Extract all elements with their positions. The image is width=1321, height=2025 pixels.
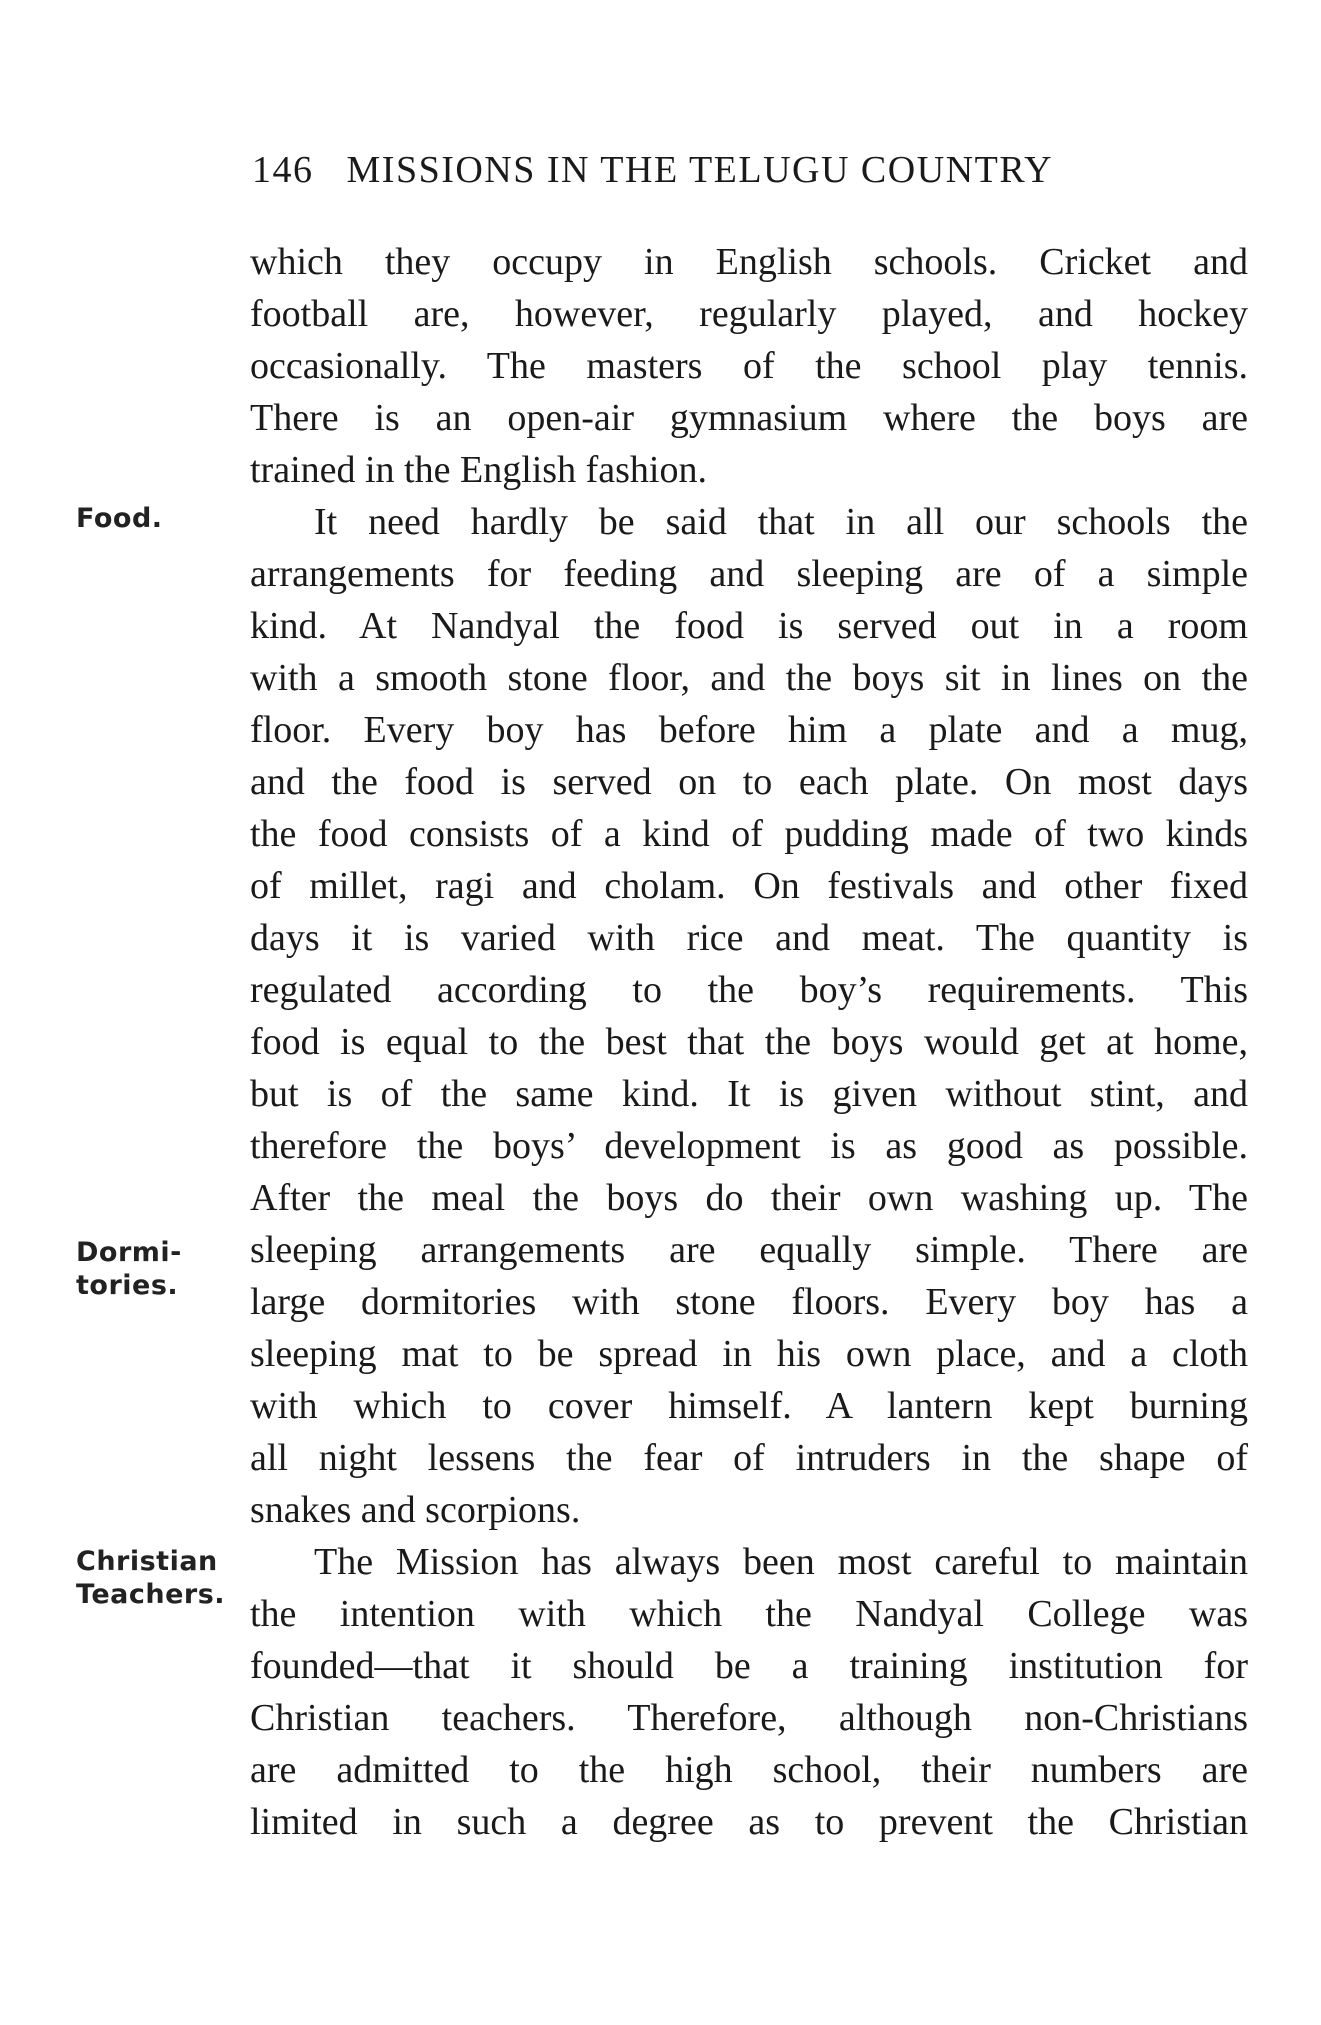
text-line: large dormitories with stone floors. Every boy has a <box>250 1281 1248 1323</box>
paragraph-start-line: It need hardly be said that in all our schools the <box>314 501 1248 543</box>
page-number: 146 <box>252 149 314 191</box>
margin-note-dormitories-line-2: tories. <box>76 1270 179 1301</box>
margin-note-food-text: Food. <box>76 503 163 534</box>
margin-note-food <box>76 502 163 535</box>
text-line: but is of the same kind. It is given without stint, and <box>250 1073 1248 1115</box>
margin-note-christian-teachers <box>76 1545 225 1611</box>
text-line: limited in such a degree as to prevent the Christian <box>250 1801 1248 1843</box>
margin-note-dormitories <box>76 1236 182 1302</box>
text-line: with which to cover himself. A lantern kept burning <box>250 1385 1248 1427</box>
text-line: kind. At Nandyal the food is served out in a room <box>250 605 1248 647</box>
text-line: sleeping mat to be spread in his own place, and a cloth <box>250 1333 1248 1375</box>
text-line: sleeping arrangements are equally simple. There are <box>250 1229 1248 1271</box>
text-line: the intention with which the Nandyal College was <box>250 1593 1248 1635</box>
margin-note-teachers-line-2: Teachers. <box>76 1579 226 1610</box>
text-line: occasionally. The masters of the school play tennis. <box>250 345 1248 387</box>
text-line: are admitted to the high school, their numbers are <box>250 1749 1248 1791</box>
page-header <box>252 148 1053 192</box>
text-line: with a smooth stone floor, and the boys sit in lines on the <box>250 657 1248 699</box>
margin-note-dormitories-line-1: Dormi- <box>76 1237 182 1268</box>
text-line: which they occupy in English schools. Cricket and <box>250 241 1248 283</box>
text-line: founded—that it should be a training institution for <box>250 1645 1248 1687</box>
text-line: therefore the boys’ development is as good as possible. <box>250 1125 1248 1167</box>
text-line: arrangements for feeding and sleeping are of a simple <box>250 553 1248 595</box>
paragraph-start-line: The Mission has always been most careful to maintain <box>314 1541 1248 1583</box>
text-line: Christian teachers. Therefore, although non-Christians <box>250 1697 1248 1739</box>
text-line: and the food is served on to each plate. On most days <box>250 761 1248 803</box>
text-line: regulated according to the boy’s requirements. This <box>250 969 1248 1011</box>
text-line: trained in the English fashion. <box>250 449 707 491</box>
text-line: There is an open-air gymnasium where the boys are <box>250 397 1248 439</box>
text-line: snakes and scorpions. <box>250 1489 581 1531</box>
running-title: MISSIONS IN THE TELUGU COUNTRY <box>346 149 1054 191</box>
text-line: the food consists of a kind of pudding made of two kinds <box>250 813 1248 855</box>
text-line: food is equal to the best that the boys would get at home, <box>250 1021 1248 1063</box>
text-line: of millet, ragi and cholam. On festivals and other fixed <box>250 865 1248 907</box>
text-line: After the meal the boys do their own washing up. The <box>250 1177 1248 1219</box>
margin-note-teachers-line-1: Christian <box>76 1546 218 1577</box>
text-line: all night lessens the fear of intruders in the shape of <box>250 1437 1248 1479</box>
text-line: days it is varied with rice and meat. The quantity is <box>250 917 1248 959</box>
text-line: floor. Every boy has before him a plate and a mug, <box>250 709 1248 751</box>
text-line: football are, however, regularly played, and hockey <box>250 293 1248 335</box>
